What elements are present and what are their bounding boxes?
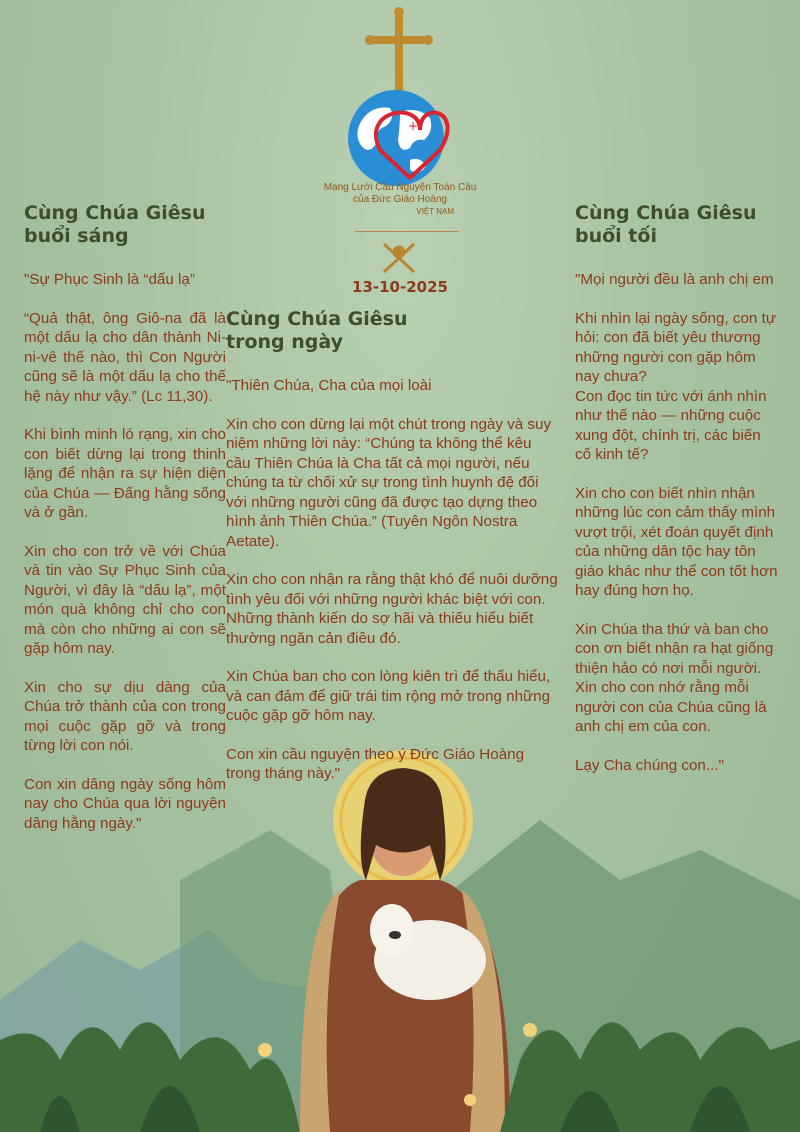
- svg-text:+: +: [408, 119, 419, 133]
- morning-section: [24, 202, 226, 852]
- globe-heart-logo: [348, 90, 448, 186]
- evening-paragraph: Lạy Cha chúng con...": [575, 756, 724, 774]
- daytime-section: [226, 308, 558, 803]
- evening-title-line2: buổi tối: [575, 225, 657, 247]
- daytime-paragraph: Xin cho con nhận ra rằng thật khó để nuôi dưỡng tình yêu đối với những người khác biệt với con. Những thành kiến do sợ hãi và thiếu hiểu biết thường ngăn cản điều đó.: [226, 571, 558, 647]
- daytime-paragraph: Con xin cầu nguyện theo ý Đức Giáo Hoàng trong tháng này.": [226, 745, 525, 782]
- evening-paragraph: Khi nhìn lại ngày sống, con tự hỏi: con đã biết yêu thương những người con gặp hôm nay chưa? Con đọc tin tức với ánh nhìn như thế nào — những cuộc xung đột, chính trị, các biến cố kinh tế?: [575, 309, 776, 463]
- evening-intro: "Mọi người đều là anh chị em: [575, 271, 774, 288]
- daytime-title-line1: Cùng Chúa Giêsu: [226, 308, 408, 330]
- evening-section: [575, 202, 778, 794]
- papal-keys-icon: [384, 244, 414, 272]
- daytime-paragraph: Xin Chúa ban cho con lòng kiên trì để thấu hiểu, và can đảm để giữ trái tim rộng mở trong những cuộc gặp gỡ hôm nay.: [226, 668, 551, 724]
- morning-paragraph: “Quả thật, ông Giô-na đã là một dấu lạ cho dân thành Ni-ni-vê thế nào, thì Con Người cũng sẽ là một dấu lạ cho thế hệ này như vậy.” (Lc 11,30).: [24, 309, 226, 405]
- cross-icon: [365, 7, 433, 92]
- evening-title: [575, 202, 778, 248]
- morning-title: [24, 202, 226, 248]
- daytime-title-line2: trong ngày: [226, 331, 343, 353]
- morning-title-line2: buổi sáng: [24, 225, 129, 247]
- org-name-line3: VIỆT NAM: [416, 207, 454, 216]
- jesus-shepherd-illustration: [300, 768, 510, 1132]
- daytime-title: [226, 308, 558, 354]
- org-name-line2: của Đức Giáo Hoàng: [353, 194, 447, 205]
- morning-paragraph: Con xin dâng ngày sống hôm nay cho Chúa qua lời nguyện dâng hằng ngày.": [24, 775, 226, 832]
- morning-paragraph: Xin cho con trở về với Chúa và tin vào Sự Phục Sinh của Người, vì đây là “dấu lạ”, một món quà không chỉ cho con mà còn cho những ai con sẽ gặp hôm nay.: [24, 542, 226, 657]
- morning-paragraph: Xin cho sự dịu dàng của Chúa trở thành của con trong mọi cuộc gặp gỡ và trong từng lời con nói.: [24, 678, 226, 754]
- morning-paragraph: Khi bình minh ló rạng, xin cho con biết dừng lại trong thinh lặng để nhận ra sự hiện diện của Chúa — Đấng hằng sống và ở gần.: [24, 426, 226, 521]
- evening-title-line1: Cùng Chúa Giêsu: [575, 202, 757, 224]
- evening-paragraph: Xin Chúa tha thứ và ban cho con ơn biết nhận ra hạt giống thiện hảo có nơi mỗi người. Xin cho con nhớ rằng mỗi người con của Chúa cũng là anh chị em của con.: [575, 620, 774, 735]
- morning-title-line1: Cùng Chúa Giêsu: [24, 202, 206, 224]
- daytime-intro: "Thiên Chúa, Cha của mọi loài: [226, 377, 432, 394]
- morning-intro: "Sự Phục Sinh là “dấu lạ”: [24, 271, 195, 288]
- evening-paragraph: Xin cho con biết nhìn nhận những lúc con cảm thấy mình vượt trội, xét đoán quyết định của những dân tộc hay tôn giáo khác như thể con tốt hơn hay đúng hơn họ.: [575, 484, 778, 599]
- header-divider: [355, 231, 459, 232]
- org-name-line1: Mạng Lưới Cầu Nguyện Toàn Cầu: [323, 182, 477, 193]
- date-label: 13-10-2025: [352, 278, 448, 296]
- daytime-paragraph: Xin cho con dừng lại một chút trong ngày và suy niệm những lời này: “Chúng ta không thể kêu cầu Thiên Chúa là Cha tất cả mọi người, nếu chúng ta từ chối xử sự trong tình huynh đệ đối với những người cũng đã được tạo dựng theo hình ảnh Thiên Chúa.” (Tuyên Ngôn Nostra Aetate).: [226, 415, 552, 550]
- org-brand: [320, 182, 480, 218]
